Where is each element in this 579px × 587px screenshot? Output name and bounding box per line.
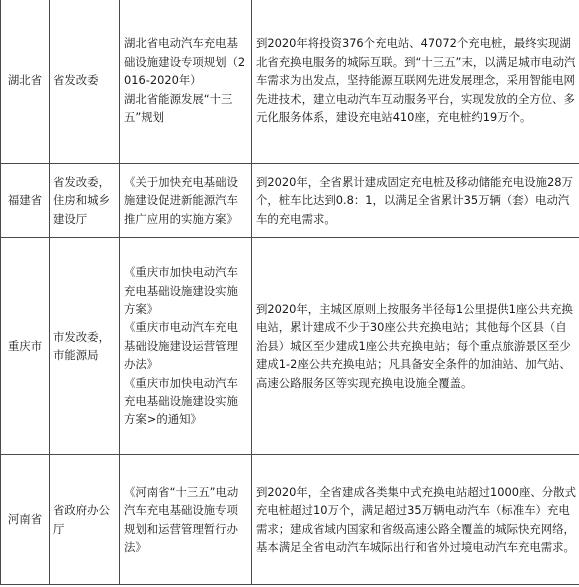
table-row-fujian (1, 164, 579, 238)
policy-item: 《重庆市加快电动汽车充电基础设施建设实施方案>的通知》 (124, 375, 238, 427)
province-cell: 福建省 (1, 164, 50, 238)
province-cell: 湖北省 (1, 0, 50, 164)
department-cell: 省发改委，住房和城乡建设厅 (50, 164, 120, 238)
policy-cell (120, 238, 252, 455)
table-row-chongqing (1, 238, 579, 455)
department-cell: 省政府办公厅 (50, 455, 120, 585)
target-cell: 到2020年，主城区原则上按服务半径每1公里提供1座公共充换电站，累计建成不少于30座公共充换电站；其他每个区县（自治县）城区至少建成1座公共充换电站；每个重点旅游景区至少建成1-2座公共充换电站；凡具备安全条件的加油站、加气站、高速公路服务区等实现充换电设施全覆盖。 (252, 238, 579, 455)
policy-item: 《重庆市电动汽车充电基础设施建设运营管理办法》 (124, 320, 238, 372)
policy-cell (120, 455, 252, 585)
policy-item: 《重庆市加快电动汽车充电基础设施建设实施方案》 (124, 265, 238, 316)
policy-item: 《河南省“十三五”电动汽车充电基础设施专项规划和运营管理暂行办法》 (124, 484, 239, 554)
target-cell: 到2020年将投资376个充电站、47072个充电桩，最终实现湖北省充换电服务的城际互联。到“十三五”末，以满足城市电动汽车需求为出发点，坚持能源互联网先进发展理念，采用智能电网先进技术，建立电动汽车互动服务平台，实现发放的全方位、多元化服务体系，建设充电站410座，充电桩约19万个。 (252, 0, 579, 164)
policy-item: 湖北省电动汽车充电基础设施建设专项规划（2016-2020年） (124, 36, 246, 88)
department-cell: 省发改委 (50, 0, 120, 164)
policy-item: 《关于加快充电基础设施建设促进新能源汽车推广应用的实施方案》 (124, 174, 238, 226)
table-row-henan (1, 455, 579, 585)
policy-cell (120, 164, 252, 238)
table-row-hubei (1, 0, 579, 164)
target-cell: 到2020年，全省累计建成固定充电桩及移动储能充电设施28万个，桩车比达到0.8：1，以满足全省累计35万辆（套）电动汽车的充电需求。 (252, 164, 579, 238)
province-cell: 河南省 (1, 455, 50, 585)
target-cell: 到2020年，全省建成各类集中式充换电站超过1000座、分散式充电桩超过10万个，满足超过35万辆电动汽车（标准车）充电需求；建成省域内国家和省级高速公路全覆盖的城际快充网络，基本满足全省电动汽车城际出行和省外过境电动汽车充电需求。 (252, 455, 579, 585)
department-cell: 市发改委，市能源局 (50, 238, 120, 455)
policy-cell (120, 0, 252, 164)
province-cell: 重庆市 (1, 238, 50, 455)
policy-item: 湖北省能源发展“十三五”规划 (124, 91, 233, 125)
